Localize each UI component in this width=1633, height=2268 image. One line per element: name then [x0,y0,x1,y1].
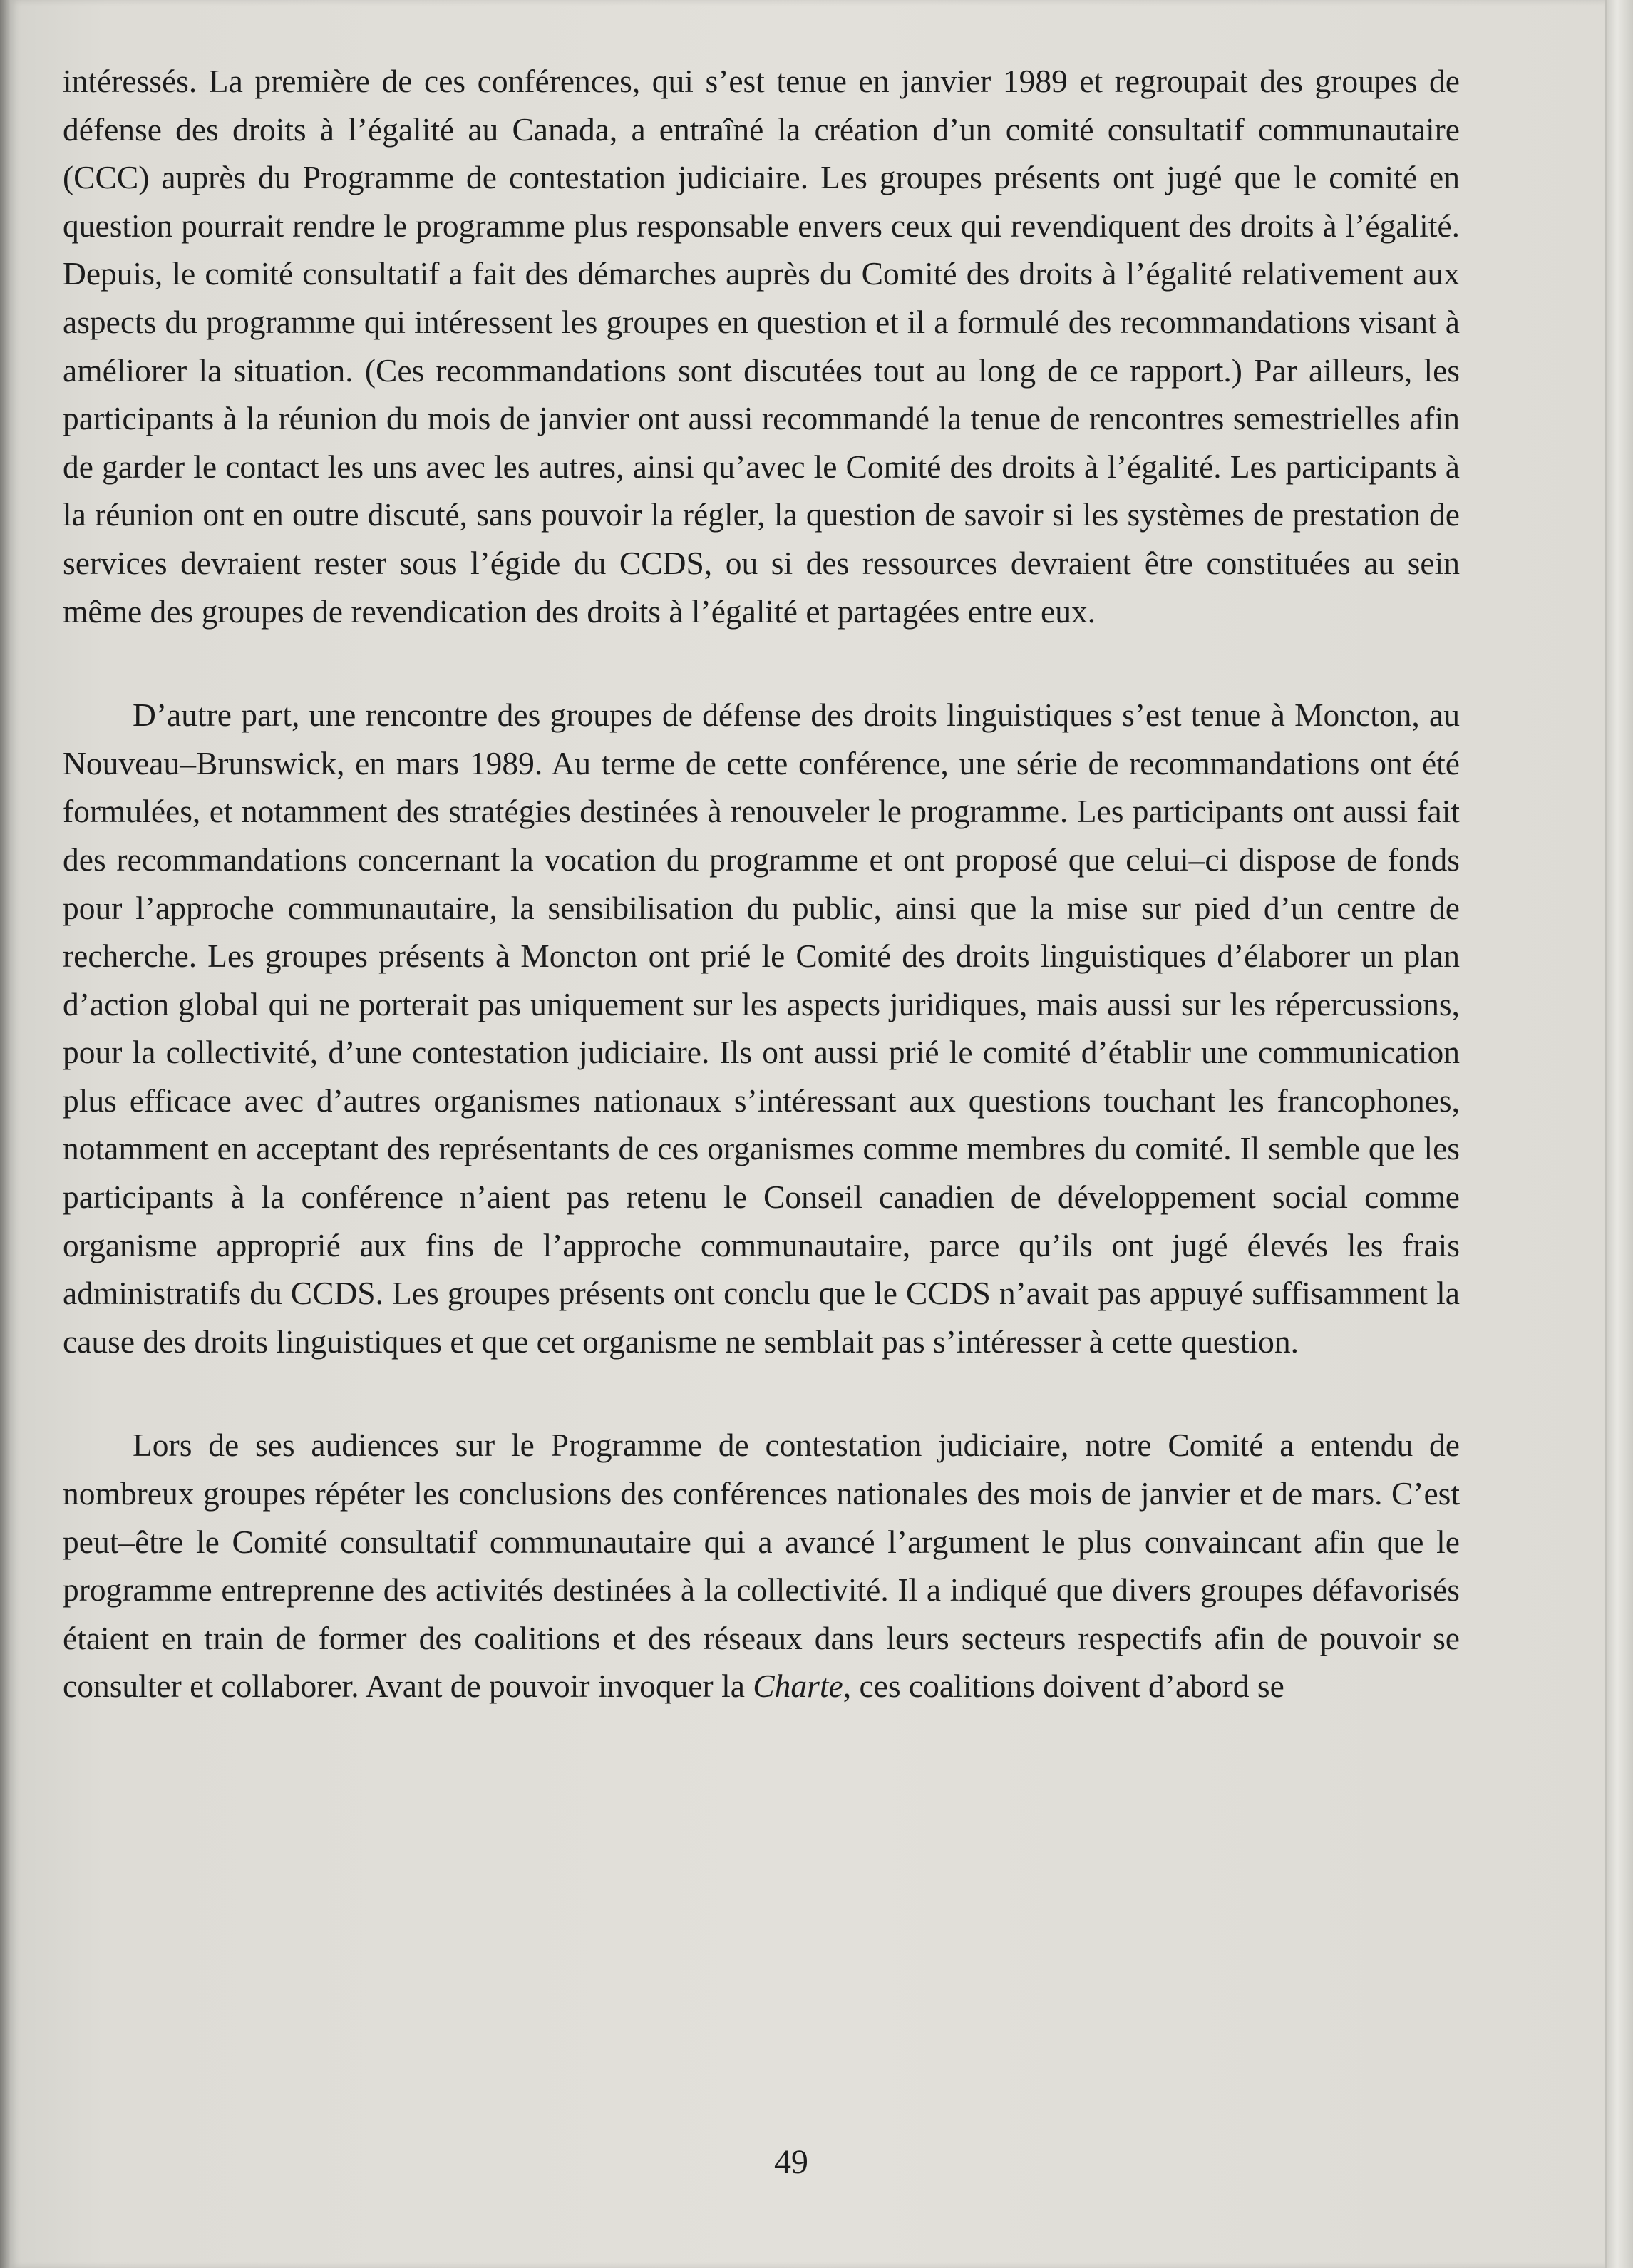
paragraph-2-text: D’autre part, une rencontre des groupes de défense des droits linguistiques s’est tenue à Moncton, au Nouveau–Brunswick, en mars 1989. Au terme de cette conférence, une série de recommandations ont été formulées, et notamment des stratégies destinées à renouveler le programme. Les participants ont aussi fait des recommandations concernant la vocation du programme et ont proposé que celui–ci dispose de fonds pour l’approche communautaire, la sensibilisation du public, ainsi que la mise sur pied d’un centre de recherche. Les groupes présents à Moncton ont prié le Comité des droits linguistiques d’élaborer un plan d’action global qui ne porterait pas uniquement sur les aspects juridiques, mais aussi sur les répercussions, pour la collectivité, d’une contestation judiciaire. Ils ont aussi prié le comité d’établir une communication plus efficace avec d’autres organismes nationaux s’intéressant aux questions touchant les francophones, notamment en acceptant des représentants de ces organismes comme membres du comité. Il semble que les participants à la conférence n’aient pas retenu le Conseil canadien de développement social comme organisme approprié aux fins de l’approche communautaire, parce qu’ils ont jugé élevés les frais administratifs du CCDS. Les groupes présents ont conclu que le CCDS n’avait pas appuyé suffisamment la cause des droits linguistiques et que cet organisme ne semblait pas s’intéresser à cette question. [63,697,1460,1360]
body-text [63,57,1460,1710]
paragraph-1-text: intéressés. La première de ces conférences, qui s’est tenue en janvier 1989 et regroupait des groupes de défense des droits à l’égalité au Canada, a entraîné la création d’un comité consultatif communautaire (CCC) auprès du Programme de contestation judiciaire. Les groupes présents ont jugé que le comité en question pourrait rendre le programme plus responsable envers ceux qui revendiquent des droits à l’égalité. Depuis, le comité consultatif a fait des démarches auprès du Comité des droits à l’égalité relativement aux aspects du programme qui intéressent les groupes en question et il a formulé des recommandations visant à améliorer la situation. (Ces recommandations sont discutées tout au long de ce rapport.) Par ailleurs, les participants à la réunion du mois de janvier ont aussi recommandé la tenue de rencontres semestrielles afin de garder le contact les uns avec les autres, ainsi qu’avec le Comité des droits à l’égalité. Les participants à la réunion ont en outre discuté, sans pouvoir la régler, la question de savoir si les systèmes de prestation de services devraient rester sous l’égide du CCDS, ou si des ressources devraient être constituées au sein même des groupes de revendication des droits à l’égalité et partagées entre eux. [63,63,1460,630]
page-edge [1605,0,1633,2268]
paragraph-1 [63,57,1460,635]
paragraph-2 [63,691,1460,1365]
charte-italic-term: Charte [753,1668,843,1705]
paragraph-3-text-start: Lors de ses audiences sur le Programme de contestation judiciaire, notre Comité a entendu de nombreux groupes répéter les conclusions des conférences nationales des mois de janvier et de mars. C’est peut–être le Comité consultatif communautaire qui a avancé l’argument le plus convaincant afin que le programme entreprenne des activités destinées à la collectivité. Il a indiqué que divers groupes défavorisés étaient en train de former des coalitions et des réseaux dans leurs secteurs respectifs afin de pouvoir se consulter et collaborer. Avant de pouvoir invoquer la [63,1427,1460,1705]
page-number: 49 [774,2143,808,2181]
page-binding-shadow [0,0,10,2268]
paragraph-3 [63,1421,1460,1710]
paragraph-3-text-end: , ces coalitions doivent d’abord se [843,1668,1284,1705]
